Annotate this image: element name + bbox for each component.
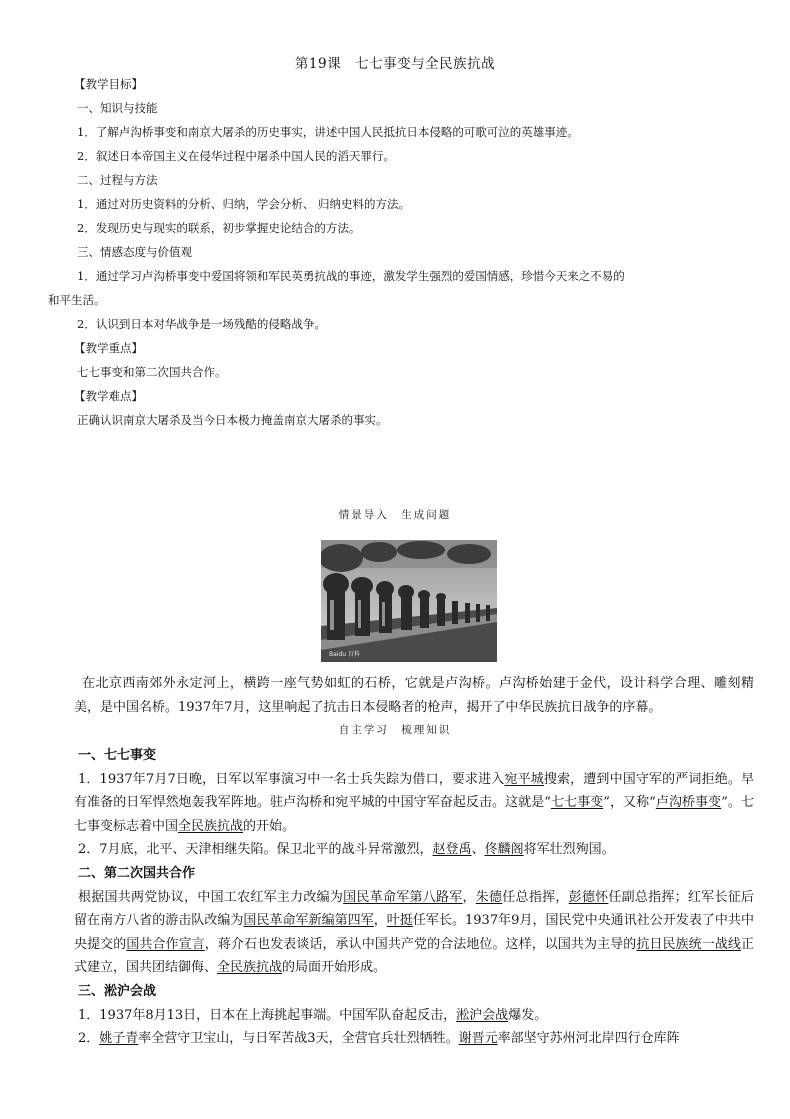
key-points-heading: 【教学重点】: [74, 341, 143, 355]
image-watermark: Baidu 百科: [329, 651, 360, 658]
difficult-points-text: 正确认识南京大屠杀及当今日本极力掩盖南京大屠杀的事实。: [77, 413, 388, 427]
teaching-objectives: [48, 72, 754, 432]
text-run: 任总指挥，: [502, 889, 569, 905]
keyword-underlined: 国民革命军新编第四军: [243, 913, 374, 929]
text-run: 根据国共两党协议，中国工农红军主力改编为: [78, 889, 344, 905]
sec2-title: 二、第二次国共合作: [78, 865, 196, 881]
keyword-underlined: 赵登禹: [432, 842, 472, 858]
sec1-paragraph-2: [74, 838, 754, 862]
keyword-underlined: 彭德怀: [568, 889, 609, 905]
keyword-underlined: 七七事变: [550, 795, 604, 811]
text-run: 1．1937年8月13日，日本在上海挑起事端。中国军队奋起反击，: [78, 1007, 457, 1023]
self-study-content: [74, 744, 754, 1051]
difficult-points-heading: 【教学难点】: [74, 389, 143, 403]
key-points-text: 七七事变和第二次国共合作。: [77, 365, 227, 379]
keyword-underlined: 淞沪会战: [456, 1007, 509, 1023]
keyword-underlined: 佟麟阁: [484, 842, 524, 858]
text-run: 将军壮烈殉国。: [523, 842, 615, 858]
text-run: 的开始。: [243, 818, 296, 834]
objectives-section-3-title: 三、情感态度与价值观: [77, 245, 192, 259]
sec1-paragraph-1: [74, 768, 754, 839]
text-run: 的局面开始形成。: [282, 960, 387, 976]
text-run: 搜索，遭到中国守军的严词拒绝。早有准备的日军悍然炮轰我军阵地。驻卢沟桥和宛平城的中国守军奋起反击。这就是“: [74, 771, 754, 811]
text-run: ”。七七事变标志着中国: [74, 795, 754, 834]
text-run: 率部坚守苏州河北岸四行仓库阵: [497, 1031, 680, 1047]
text-run: ，: [462, 889, 476, 905]
text-run: 2．: [78, 1031, 100, 1047]
text-run: 爆发。: [508, 1007, 548, 1023]
text-run: ，: [373, 913, 387, 929]
sec3-paragraph-1: [74, 1004, 754, 1028]
lugou-bridge-photo: [321, 540, 497, 662]
keyword-underlined: 朱德: [475, 889, 503, 905]
keyword-underlined: 宛平城: [504, 771, 544, 787]
keyword-underlined: 姚子青: [99, 1031, 139, 1047]
text-run: 、: [471, 842, 485, 858]
objectives-section-3-item-1: 1．通过学习卢沟桥事变中爱国将领和军民英勇抗战的事迹，激发学生强烈的爱国情感，珍惜今天来之不易的: [77, 269, 625, 283]
text-run: 正式建立，国共团结御侮、: [74, 936, 754, 976]
intro-heading: 情景导入 生成问题: [338, 509, 452, 521]
objectives-section-1-item-1: 1．了解卢沟桥事变和南京大屠杀的历史事实，讲述中国人民抵抗日本侵略的可歌可泣的英雄事迹。: [77, 125, 579, 139]
text-run: 任副总指挥；红军长征后留在南方八省的游击队改编为: [74, 889, 754, 929]
objectives-section-2-title: 二、过程与方法: [77, 173, 158, 187]
keyword-underlined: 叶挺: [386, 913, 413, 929]
text-run: ”，又称“: [603, 795, 656, 811]
sec3-paragraph-2: [74, 1027, 754, 1051]
text-run: 率全营守卫宝山，与日军苦战3天，全营官兵壮烈牺牲。: [138, 1031, 459, 1047]
text-run: 2．7月底，北平、天津相继失陷。保卫北平的战斗异常激烈，: [78, 842, 433, 858]
lugou-bridge-illustration: [321, 540, 497, 662]
lesson-title: 第19课 七七事变与全民族抗战: [294, 56, 496, 72]
sec1-title: 一、七七事变: [78, 748, 157, 763]
objectives-section-3-item-2: 2．认识到日本对华战争是一场残酷的侵略战争。: [77, 317, 326, 331]
keyword-underlined: 抗日民族统一战线: [636, 936, 741, 952]
objectives-section-1-title: 一、知识与技能: [77, 101, 158, 115]
keyword-underlined: 国民革命军第八路军: [343, 889, 463, 905]
keyword-underlined: 卢沟桥事变: [655, 795, 722, 811]
keyword-underlined: 全民族抗战: [178, 818, 244, 834]
self-study-heading: 自主学习 梳理知识: [338, 724, 452, 736]
keyword-underlined: 谢晋元: [458, 1031, 498, 1047]
objectives-section-2-item-2: 2．发现历史与现实的联系，初步掌握史论结合的方法。: [77, 221, 361, 235]
objectives-section-2-item-1: 1．通过对历史资料的分析、归纳，学会分析、 归纳史料的方法。: [77, 197, 410, 211]
text-run: ，蒋介石也发表谈话，承认中国共产党的合法地位。这样，以国共为主导的: [204, 936, 637, 952]
objectives-heading: 【教学目标】: [74, 77, 143, 91]
text-run: 任军长。1937年9月，国民党中央通讯社公开发表了中共中央提交的: [74, 913, 754, 952]
intro-paragraph: 在北京西南郊外永定河上，横跨一座气势如虹的石桥，它就是卢沟桥。卢沟桥始建于金代，设计科学合理、雕刻精美，是中国名桥。1937年7月，这里响起了抗击日本侵略者的枪声，揭开了中华民族抗日战争的序幕。: [74, 676, 754, 715]
keyword-underlined: 国共合作宣言: [126, 936, 205, 952]
keyword-underlined: 全民族抗战: [217, 960, 283, 976]
sec2-paragraph: [74, 886, 754, 980]
objectives-section-1-item-2: 2．叙述日本帝国主义在侵华过程中屠杀中国人民的滔天罪行。: [77, 149, 395, 163]
objectives-section-3-item-1-cont: 和平生活。: [48, 293, 106, 307]
sec3-title: 三、淞沪会战: [78, 983, 157, 999]
text-run: 1．1937年7月7日晚，日军以军事演习中一名士兵失踪为借口，要求进入: [78, 771, 505, 787]
